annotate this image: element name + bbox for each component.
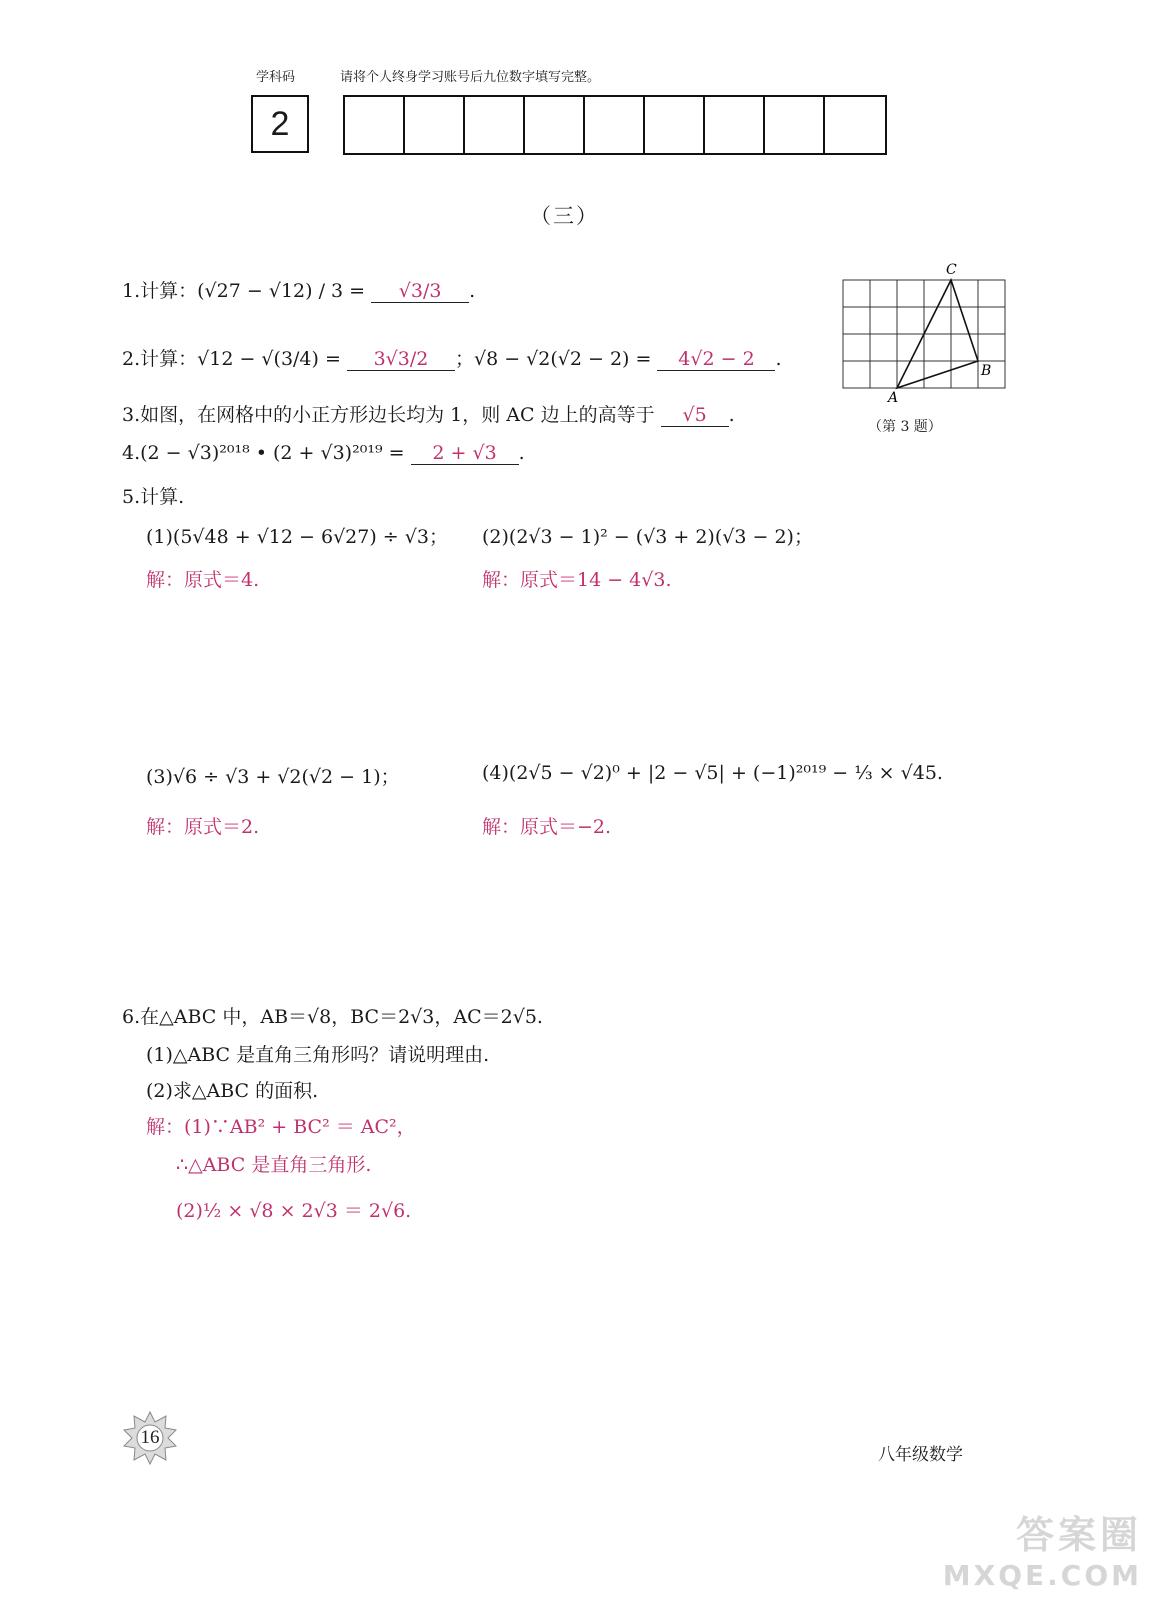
q6-solution-line-2: ∴△ABC 是直角三角形.	[176, 1154, 372, 1176]
q1-prompt: 1.计算：	[122, 280, 198, 302]
q2-end: .	[775, 348, 782, 370]
q3-answer: √5	[661, 405, 729, 427]
q5-part3-expression: (3)√6 ÷ √3 + √2(√2 − 1)；	[146, 766, 400, 788]
q4-answer: 2 + √3	[411, 443, 519, 465]
figure-caption: （第 3 题）	[868, 419, 942, 435]
q3-grid-figure	[836, 256, 1016, 406]
q5-part3-solution: 解：原式＝2.	[146, 816, 260, 838]
account-digit-box[interactable]	[705, 97, 765, 153]
q6-subquestion-1: (1)△ABC 是直角三角形吗？请说明理由.	[146, 1044, 490, 1066]
account-digit-box[interactable]	[525, 97, 585, 153]
account-digit-box[interactable]	[405, 97, 465, 153]
q5-part1-expression: (1)(5√48 + √12 − 6√27) ÷ √3；	[146, 526, 448, 548]
q6-solution-line-1: 解：(1)∵AB² + BC² ＝ AC²，	[146, 1116, 416, 1138]
watermark	[943, 1504, 1142, 1592]
account-digit-box[interactable]	[825, 97, 885, 153]
subject-code-label: 学科码	[256, 70, 296, 85]
q1-expression: (√27 − √12) / 3 =	[197, 280, 366, 302]
label-b: B	[981, 363, 992, 379]
q5-title: 5.计算.	[122, 486, 185, 508]
q5-part4-expression: (4)(2√5 − √2)⁰ + |2 − √5| + (−1)²⁰¹⁹ − ⅓ × √45.	[482, 762, 943, 784]
watermark-url: MXQE.COM	[942, 1559, 1142, 1592]
q2-expression-b: √8 − √2(√2 − 2) =	[473, 348, 652, 370]
account-instruction: 请将个人终身学习账号后九位数字填写完整。	[340, 70, 601, 85]
account-digit-box[interactable]	[585, 97, 645, 153]
subject-code-box: 2	[251, 95, 309, 153]
q5-part1-solution: 解：原式＝4.	[146, 569, 260, 591]
q5-part2-solution: 解：原式＝14 − 4√3.	[482, 569, 672, 591]
page-number-badge	[122, 1410, 178, 1466]
account-digit-box[interactable]	[645, 97, 705, 153]
section-title: （三）	[530, 204, 599, 228]
q2-separator: ；	[454, 348, 474, 370]
q1-answer: √3/3	[371, 281, 469, 303]
question-4	[122, 442, 525, 465]
q2-answer-a: 3√3/2	[347, 349, 455, 371]
account-digit-box[interactable]	[465, 97, 525, 153]
question-1	[122, 276, 475, 303]
q2-prompt: 2.计算：	[122, 348, 198, 370]
q4-end: .	[518, 442, 525, 464]
q6-solution-line-3: (2)½ × √8 × 2√3 ＝ 2√6.	[176, 1200, 412, 1222]
q3-end: .	[728, 404, 735, 426]
q2-answer-b: 4√2 − 2	[657, 349, 775, 371]
watermark-brand: 答案圈	[1015, 1513, 1142, 1557]
q6-subquestion-2: (2)求△ABC 的面积.	[146, 1080, 319, 1102]
label-a: A	[888, 390, 899, 406]
question-3	[122, 400, 735, 427]
account-digit-box[interactable]	[765, 97, 825, 153]
footer-subject: 八年级数学	[878, 1445, 963, 1465]
label-c: C	[946, 262, 957, 278]
q1-end: .	[469, 280, 476, 302]
q4-expression: 4.(2 − √3)²⁰¹⁸ • (2 + √3)²⁰¹⁹ =	[122, 442, 405, 464]
q5-part2-expression: (2)(2√3 − 1)² − (√3 + 2)(√3 − 2)；	[482, 526, 813, 548]
q6-stem: 6.在△ABC 中，AB＝√8，BC＝2√3，AC＝2√5.	[122, 1006, 543, 1028]
q3-text: 3.如图，在网格中的小正方形边长均为 1，则 AC 边上的高等于	[122, 404, 655, 426]
page-number: 16	[140, 1427, 160, 1448]
question-2	[122, 344, 782, 371]
q2-expression-a: √12 − √(3/4) =	[197, 348, 341, 370]
q5-part4-solution: 解：原式＝−2.	[482, 816, 612, 838]
account-number-boxes	[343, 95, 887, 155]
account-digit-box[interactable]	[345, 97, 405, 153]
